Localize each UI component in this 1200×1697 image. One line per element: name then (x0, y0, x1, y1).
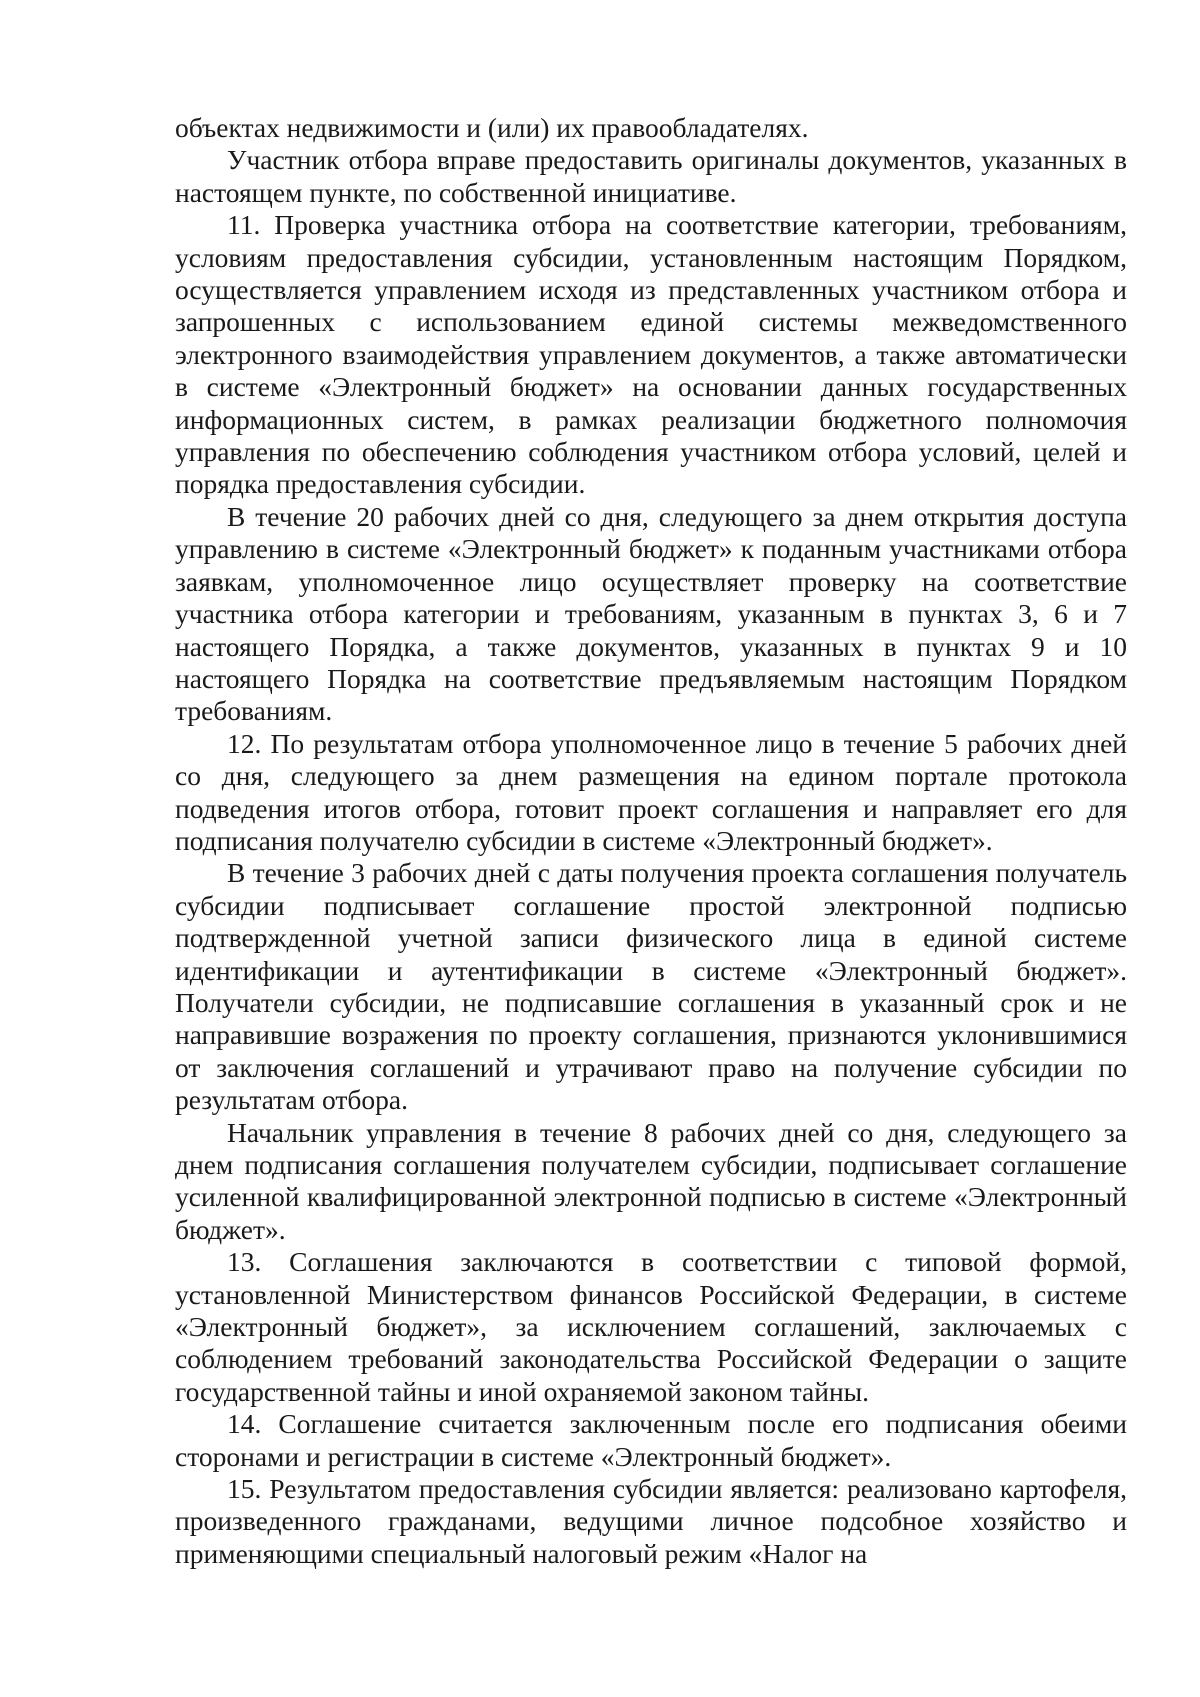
paragraph-item-15: 15. Результатом предоставления субсидии является: реализовано картофеля, произведенного гражданами, ведущими личное подсобное хозяйство и применяющими специальный налоговый режим «Налог на (175, 1473, 1127, 1569)
document-body (175, 112, 1127, 1570)
paragraph-item-11: 11. Проверка участника отбора на соответствие категории, требованиям, условиям предоставления субсидии, установленным настоящим Порядком, осуществляется управлением исходя из представленных участником отбора и запрошенных с использованием единой системы межведомственного электронного взаимодействия управлением документов, а также автоматически в системе «Электронный бюджет» на основании данных государственных информационных систем, в рамках реализации бюджетного полномочия управления по обеспечению соблюдения участником отбора условий, целей и порядка предоставления субсидии. (175, 209, 1127, 500)
paragraph-review-period: В течение 20 рабочих дней со дня, следующего за днем открытия доступа управлению в системе «Электронный бюджет» к поданным участниками отбора заявкам, уполномоченное лицо осуществляет проверку на соответствие участника отбора категории и требованиям, указанным в пунктах 3, 6 и 7 настоящего Порядка, а также документов, указанных в пунктах 9 и 10 настоящего Порядка на соответствие предъявляемым настоящим Порядком требованиям. (175, 500, 1127, 727)
paragraph-signing-recipient: В течение 3 рабочих дней с даты получения проекта соглашения получатель субсидии подписывает соглашение простой электронной подписью подтвержденной учетной записи физического лица в единой системе идентификации и аутентификации в системе «Электронный бюджет». Получатели субсидии, не подписавшие соглашения в указанный срок и не направившие возражения по проекту соглашения, признаются уклонившимися от заключения соглашений и утрачивают право на получение субсидии по результатам отбора. (175, 857, 1127, 1116)
paragraph-item-13: 13. Соглашения заключаются в соответствии с типовой формой, установленной Министерством финансов Российской Федерации, в системе «Электронный бюджет», за исключением соглашений, заключаемых с соблюдением требований законодательства Российской Федерации о защите государственной тайны и иной охраняемой законом тайны. (175, 1246, 1127, 1407)
paragraph-continuation: объектах недвижимости и (или) их правообладателях. (175, 112, 809, 143)
paragraph-item-14: 14. Соглашение считается заключенным после его подписания обеими сторонами и регистрации в системе «Электронный бюджет». (175, 1408, 1127, 1472)
paragraph-signing-head: Начальник управления в течение 8 рабочих дней со дня, следующего за днем подписания соглашения получателем субсидии, подписывает соглашение усиленной квалифицированной электронной подписью в системе «Электронный бюджет». (175, 1116, 1127, 1245)
paragraph-originals-note: Участник отбора вправе предоставить оригиналы документов, указанных в настоящем пункте, по собственной инициативе. (175, 144, 1127, 208)
paragraph-item-12: 12. По результатам отбора уполномоченное лицо в течение 5 рабочих дней со дня, следующего за днем размещения на едином портале протокола подведения итогов отбора, готовит проект соглашения и направляет его для подписания получателю субсидии в системе «Электронный бюджет». (175, 727, 1127, 856)
